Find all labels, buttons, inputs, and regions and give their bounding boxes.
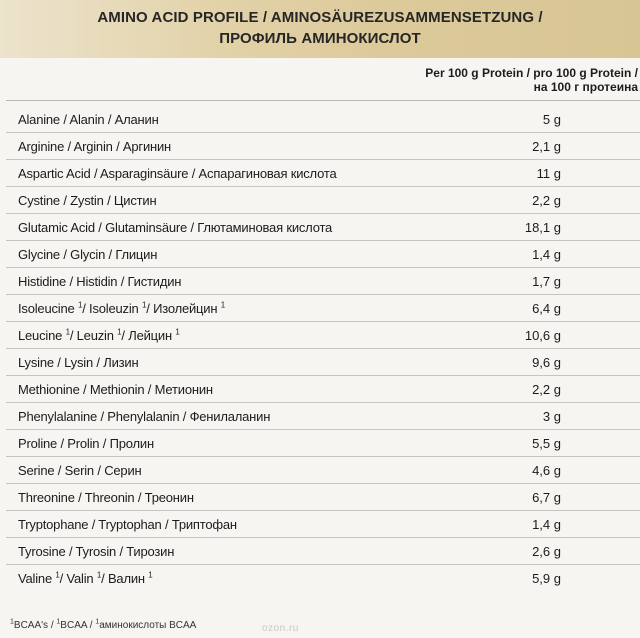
amino-acid-value: 2,2 g bbox=[532, 193, 561, 208]
table-row bbox=[6, 106, 640, 133]
table-row bbox=[6, 457, 640, 484]
amino-acid-table bbox=[6, 106, 640, 591]
amino-acid-value: 5,9 g bbox=[532, 571, 561, 586]
amino-acid-name: Tryptophane / Tryptophan / Триптофан bbox=[18, 517, 237, 532]
footnote-mark: 1 bbox=[56, 618, 61, 626]
table-row bbox=[6, 349, 640, 376]
amino-acid-value: 1,4 g bbox=[532, 517, 561, 532]
amino-acid-name: Leucine $^1$/ Leuzin $^1$/ Лейцин $^1$ bbox=[18, 327, 180, 343]
amino-acid-name: Valine $^1$/ Valin $^1$/ Валин $^1$ bbox=[18, 570, 153, 586]
column-header-line2: на 100 г протеина bbox=[533, 80, 638, 94]
amino-acid-name: Threonine / Threonin / Треонин bbox=[18, 490, 194, 505]
amino-acid-value: 2,6 g bbox=[532, 544, 561, 559]
footnote-mark: 1 bbox=[65, 327, 70, 337]
amino-acid-value: 6,4 g bbox=[532, 301, 561, 316]
footnote-mark: 1 bbox=[10, 618, 14, 626]
footnote-mark: 1 bbox=[220, 300, 226, 310]
column-header bbox=[378, 66, 638, 94]
table-row bbox=[6, 241, 640, 268]
amino-acid-name: Histidine / Histidin / Гистидин bbox=[18, 274, 182, 289]
amino-acid-value: 2,2 g bbox=[532, 382, 561, 397]
amino-acid-value: 4,6 g bbox=[532, 463, 561, 478]
amino-acid-name: Lysine / Lysin / Лизин bbox=[18, 355, 139, 370]
amino-acid-value: 2,1 g bbox=[532, 139, 561, 154]
footnote-mark: 1 bbox=[175, 327, 180, 337]
amino-acid-value: 9,6 g bbox=[532, 355, 561, 370]
footnote-mark: 1 bbox=[141, 300, 147, 310]
footnote-mark: 1 bbox=[95, 618, 100, 626]
amino-acid-name: Phenylalanine / Phenylalanin / Фенилаланин bbox=[18, 409, 271, 424]
table-row bbox=[6, 538, 640, 565]
footnote: $^1$BCAA's / $^1$BCAA / $^1$аминокислоты BCAA bbox=[10, 618, 197, 631]
footnote-mark: 1 bbox=[148, 570, 153, 580]
table-row bbox=[6, 565, 640, 591]
column-header-line1: Per 100 g Protein / pro 100 g Protein / bbox=[425, 66, 638, 80]
footnote-mark: 1 bbox=[96, 570, 102, 580]
amino-acid-value: 10,6 g bbox=[524, 328, 561, 343]
table-row bbox=[6, 268, 640, 295]
amino-acid-name: Arginine / Arginin / Аргинин bbox=[18, 139, 172, 154]
table-row bbox=[6, 484, 640, 511]
amino-acid-name: Alanine / Alanin / Аланин bbox=[18, 112, 159, 127]
amino-acid-value: 18,1 g bbox=[524, 220, 561, 235]
amino-acid-value: 5 g bbox=[542, 112, 561, 127]
table-row bbox=[6, 214, 640, 241]
table-row bbox=[6, 376, 640, 403]
amino-acid-name: Aspartic Acid / Asparaginsäure / Аспарагиновая кислота bbox=[18, 166, 337, 181]
amino-acid-name: Glutamic Acid / Glutaminsäure / Глютаминовая кислота bbox=[18, 220, 333, 235]
table-row bbox=[6, 403, 640, 430]
amino-acid-name: Tyrosine / Tyrosin / Тирозин bbox=[18, 544, 175, 559]
table-row bbox=[6, 430, 640, 457]
table-row bbox=[6, 322, 640, 349]
amino-acid-value: 6,7 g bbox=[532, 490, 561, 505]
amino-acid-name: Glycine / Glycin / Глицин bbox=[18, 247, 158, 262]
footnote-mark: 1 bbox=[117, 327, 122, 337]
amino-acid-name: Isoleucine $^1$/ Isoleuzin $^1$/ Изолейцин $^1$ bbox=[18, 300, 226, 316]
table-top-divider bbox=[6, 100, 640, 101]
amino-acid-name: Proline / Prolin / Пролин bbox=[18, 436, 154, 451]
amino-acid-name: Methionine / Methionin / Метионин bbox=[18, 382, 213, 397]
amino-acid-value: 1,7 g bbox=[532, 274, 561, 289]
amino-acid-value: 3 g bbox=[542, 409, 561, 424]
footnote-mark: 1 bbox=[55, 570, 60, 580]
table-row bbox=[6, 160, 640, 187]
table-row bbox=[6, 133, 640, 160]
amino-acid-value: 5,5 g bbox=[532, 436, 561, 451]
amino-acid-name: Serine / Serin / Серин bbox=[18, 463, 142, 478]
page-title-line2: ПРОФИЛЬ АМИНОКИСЛОТ bbox=[219, 30, 421, 47]
table-row bbox=[6, 187, 640, 214]
page-title-line1: AMINO ACID PROFILE / AMINOSÄUREZUSAMMENSETZUNG / bbox=[97, 9, 543, 26]
footnote-mark: 1 bbox=[77, 300, 83, 310]
amino-acid-name: Cystine / Zystin / Цистин bbox=[18, 193, 157, 208]
watermark: ozon.ru bbox=[262, 623, 299, 634]
amino-acid-value: 1,4 g bbox=[532, 247, 561, 262]
amino-acid-value: 11 g bbox=[536, 166, 561, 181]
table-row bbox=[6, 295, 640, 322]
table-row bbox=[6, 511, 640, 538]
